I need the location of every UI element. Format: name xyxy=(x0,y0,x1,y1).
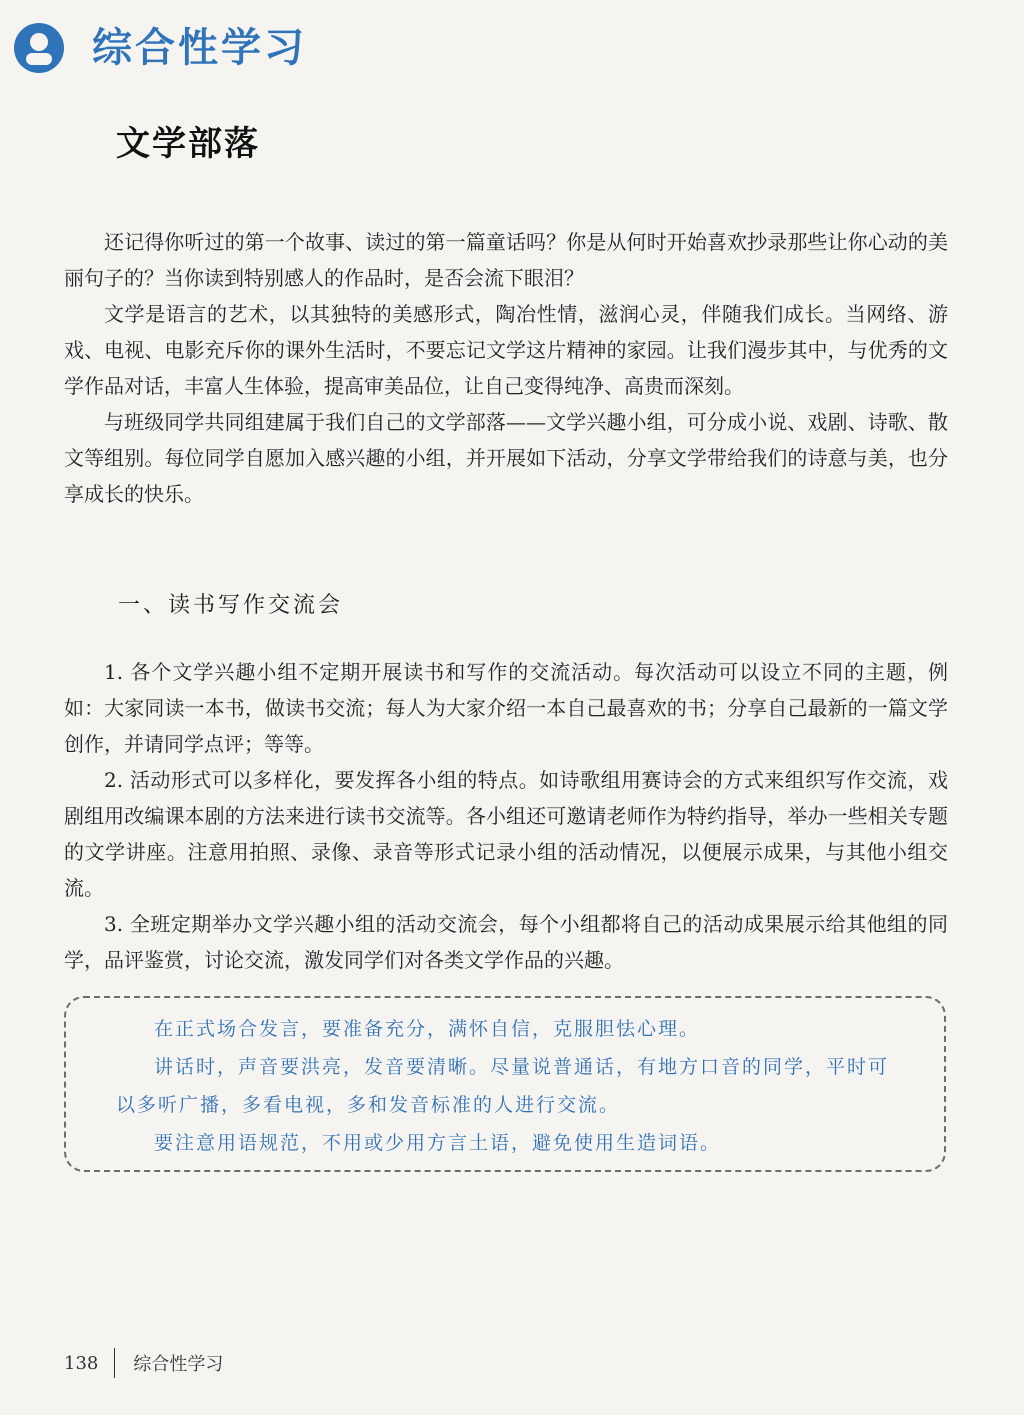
section-title: 文学部落 xyxy=(116,124,260,164)
tip-line: 在正式场合发言，要准备充分，满怀自信，克服胆怯心理。 xyxy=(154,1018,701,1040)
speaking-tips-box xyxy=(64,996,946,1172)
activity-item: 3. 全班定期举办文学兴趣小组的活动交流会，每个小组都将自己的活动成果展示给其他组的同学，品评鉴赏，讨论交流，激发同学们对各类文学作品的兴趣。 xyxy=(64,912,948,972)
activity-item: 2. 活动形式可以多样化，要发挥各小组的特点。如诗歌组用赛诗会的方式来组织写作交流，戏剧组用改编课本剧的方法来进行读书交流等。各小组还可邀请老师作为特约指导，举办一些相关专题的文学讲座。注意用拍照、录像、录音等形式记录小组的活动情况，以便展示成果，与其他小组交流。 xyxy=(64,768,948,900)
tip-line: 讲话时，声音要洪亮，发音要清晰。尽量说普通话，有地方口音的同学，平时可以多听广播，多看电视，多和发音标准的人进行交流。 xyxy=(116,1056,890,1116)
header-title: 综合性学习 xyxy=(92,25,307,71)
activity-list xyxy=(64,654,948,978)
intro-paragraph: 与班级同学共同组建属于我们自己的文学部落——文学兴趣小组，可分成小说、戏剧、诗歌、散文等组别。每位同学自愿加入感兴趣的小组，并开展如下活动，分享文学带给我们的诗意与美，也分享成长的快乐。 xyxy=(64,410,948,506)
intro-paragraphs xyxy=(64,224,948,512)
footer-divider xyxy=(114,1348,115,1378)
page-header xyxy=(14,20,307,76)
intro-paragraph: 文学是语言的艺术，以其独特的美感形式，陶冶性情，滋润心灵，伴随我们成长。当网络、游戏、电视、电影充斥你的课外生活时，不要忘记文学这片精神的家园。让我们漫步其中，与优秀的文学作品对话，丰富人生体验，提高审美品位，让自己变得纯净、高贵而深刻。 xyxy=(64,302,948,398)
tip-line: 要注意用语规范，不用或少用方言土语，避免使用生造词语。 xyxy=(154,1132,722,1154)
subsection-title: 一、读书写作交流会 xyxy=(118,593,344,618)
person-icon xyxy=(14,23,64,73)
page-footer xyxy=(64,1348,223,1378)
page-number: 138 xyxy=(64,1352,99,1374)
activity-item: 1. 各个文学兴趣小组不定期开展读书和写作的交流活动。每次活动可以设立不同的主题，例如：大家同读一本书，做读书交流；每人为大家介绍一本自己最喜欢的书；分享自己最新的一篇文学创作，并请同学点评；等等。 xyxy=(64,660,948,756)
intro-paragraph: 还记得你听过的第一个故事、读过的第一篇童话吗？你是从何时开始喜欢抄录那些让你心动的美丽句子的？当你读到特别感人的作品时，是否会流下眼泪？ xyxy=(64,230,948,290)
footer-label: 综合性学习 xyxy=(133,1354,224,1375)
